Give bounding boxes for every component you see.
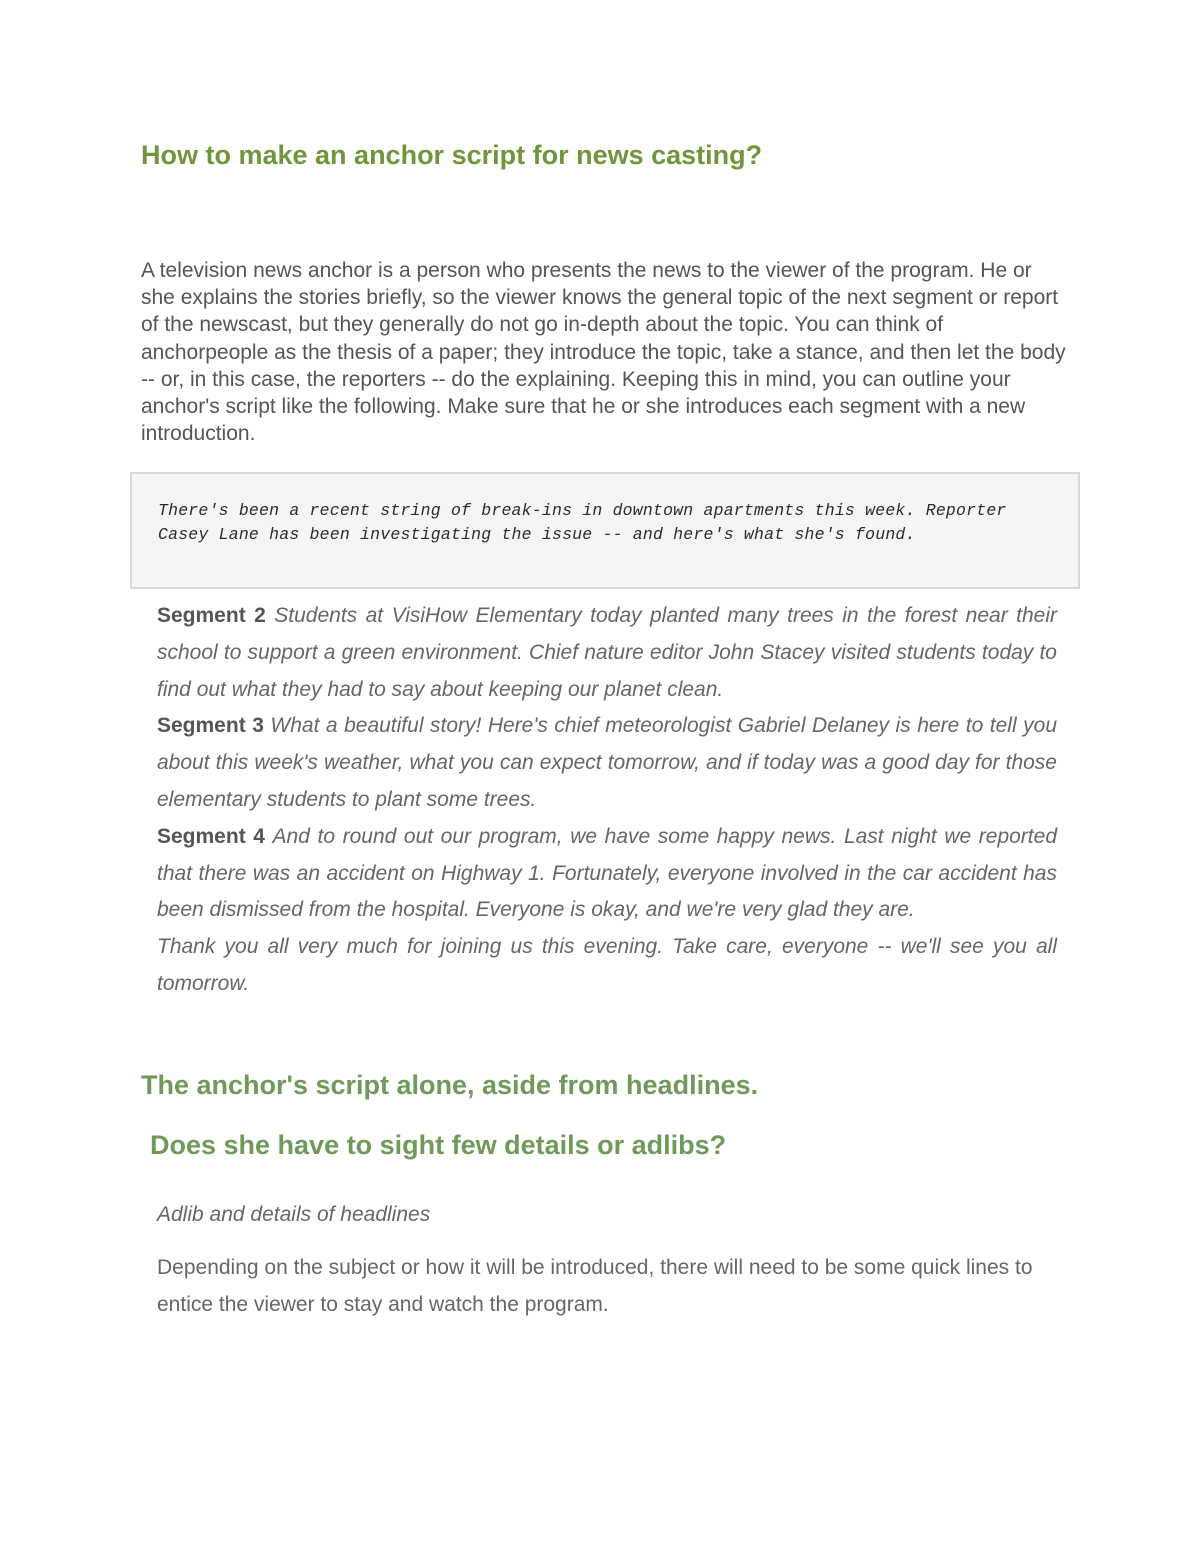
heading-anchor-script: The anchor's script alone, aside from headlines. bbox=[141, 1070, 759, 1100]
heading-question: Does she have to sight few details or adlibs? bbox=[150, 1130, 727, 1160]
segment-label: Segment 2 bbox=[157, 604, 266, 627]
closing-text: Thank you all very much for joining us this evening. Take care, everyone -- we'll see you all tomorrow. bbox=[157, 935, 1057, 995]
body-paragraph: Depending on the subject or how it will be introduced, there will need to be some quick lines to entice the viewer to stay and watch the program. bbox=[157, 1256, 1033, 1316]
segments-list bbox=[157, 598, 1057, 1003]
segment-label: Segment 3 bbox=[157, 714, 264, 738]
segment-text: Students at VisiHow Elementary today planted many trees in the forest near their school to support a green environment. Chief nature editor John Stacey visited students today to find out what they had to say about keeping our planet clean. bbox=[157, 604, 1057, 701]
segment-text: And to round out our program, we have some happy news. Last night we reported that there was an accident on Highway 1. Fortunately, everyone involved in the car accident has been dismissed from the hospital. Everyone is okay, and we're very glad they are. bbox=[157, 824, 1057, 922]
segment-1-quote: There's been a recent string of break-ins in downtown apartments this week. Reporter Casey Lane has been investigating the issue -- and here's what she's found. bbox=[158, 501, 1007, 544]
closing-line bbox=[157, 929, 1057, 1003]
segment-item bbox=[157, 598, 1057, 708]
segment-item bbox=[157, 708, 1057, 818]
segment-item bbox=[157, 819, 1057, 929]
quote-box bbox=[130, 472, 1080, 589]
segment-text: What a beautiful story! Here's chief meteorologist Gabriel Delaney is here to tell you about this week's weather, what you can expect tomorrow, and if today was a good day for those elementary students to plant some trees. bbox=[157, 714, 1057, 811]
page-title: How to make an anchor script for news casting? bbox=[141, 140, 763, 170]
intro-paragraph: A television news anchor is a person who presents the news to the viewer of the program. He or she explains the stories briefly, so the viewer knows the general topic of the next segment or report of the newscast, but they generally do not go in-depth about the topic. You can think of anchorpeople as the thesis of a paper; they introduce the topic, take a stance, and then let the body -- or, in this case, the reporters -- do the explaining. Keeping this in mind, you can outline your anchor's script like the following. Make sure that he or she introduces each segment with a new introduction. bbox=[141, 259, 1066, 446]
subnote: Adlib and details of headlines bbox=[157, 1203, 431, 1226]
segment-label: Segment 4 bbox=[157, 824, 265, 848]
